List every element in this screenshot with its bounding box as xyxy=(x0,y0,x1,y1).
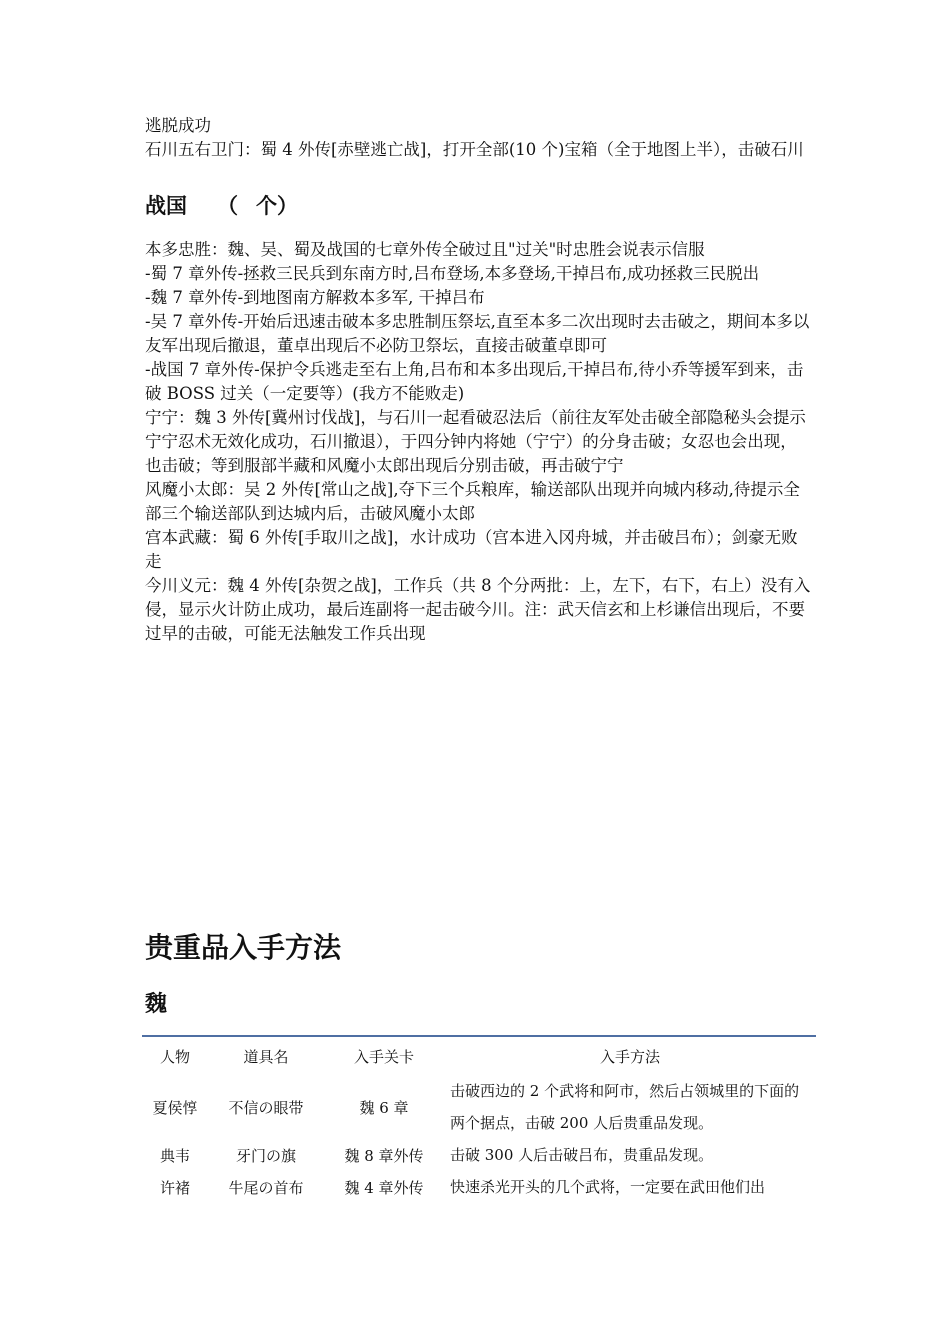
column-header: 入手方法 xyxy=(599,1047,660,1066)
paragraph: 今川义元：魏 4 外传[杂贺之战]，工作兵（共 8 个分两批：上，左下，右下，右上）没有入侵，显示火计防止成功，最后连副将一起击破今川。注：武天信玄和上杉谦信出现后，不要过早的击破，可能无法触发工作兵出现 xyxy=(145,576,811,643)
sengoku-text-block xyxy=(145,238,813,646)
cell-item: 牛尾の首布 xyxy=(228,1178,304,1197)
table-row xyxy=(142,1075,816,1139)
section-title-count: 个） xyxy=(256,193,298,218)
cell-item: 牙门の旗 xyxy=(235,1146,296,1165)
cell-method: 击破西边的 2 个武将和阿市，然后占领城里的下面的两个据点，击破 200 人后贵重品发现。 xyxy=(450,1082,800,1132)
items-table-wrapper xyxy=(142,1035,816,1203)
table-row xyxy=(142,1171,816,1203)
section-title-text: 战国 xyxy=(145,193,187,218)
text-line: 逃脱成功 xyxy=(145,116,211,135)
section-title-paren: （ xyxy=(217,193,238,218)
items-table xyxy=(142,1037,816,1203)
cell-character: 夏侯惇 xyxy=(152,1098,198,1117)
table-row xyxy=(142,1139,816,1171)
paragraph: -战国 7 章外传-保护令兵逃走至右上角,吕布和本多出现后,干掉吕布,待小乔等援军到来，击破 BOSS 过关（一定要等）(我方不能败走) xyxy=(145,360,804,403)
cell-stage: 魏 6 章 xyxy=(359,1098,409,1117)
section-title-sengoku xyxy=(145,192,298,220)
paragraph: 风魔小太郎：吴 2 外传[常山之战],夺下三个兵粮库，输送部队出现并向城内移动,待提示全部三个输送部队到达城内后，击破风魔小太郎 xyxy=(145,480,800,523)
page-heading: 贵重品入手方法 xyxy=(145,931,342,964)
column-header: 人物 xyxy=(159,1047,190,1066)
paragraph: 宫本武藏：蜀 6 外传[手取川之战]，水计成功（宫本进入冈舟城，并击破吕布）；剑豪无败走 xyxy=(145,528,798,571)
cell-item: 不信の眼带 xyxy=(228,1098,304,1117)
paragraph: 本多忠胜：魏、吴、蜀及战国的七章外传全破过且"过关"时忠胜会说表示信服 xyxy=(145,240,705,259)
cell-stage: 魏 4 章外传 xyxy=(344,1178,424,1197)
text-line: 石川五右卫门：蜀 4 外传[赤壁逃亡战]，打开全部(10 个)宝箱（全于地图上半），击破石川 xyxy=(145,140,804,159)
cell-character: 典韦 xyxy=(159,1146,190,1165)
intro-text-block xyxy=(145,114,813,162)
subheading-wei: 魏 xyxy=(145,991,168,1017)
cell-character: 许褚 xyxy=(159,1178,190,1197)
cell-method: 击破 300 人后击破吕布，贵重品发现。 xyxy=(450,1146,714,1164)
paragraph: 宁宁：魏 3 外传[冀州讨伐战]，与石川一起看破忍法后（前往友军处击破全部隐秘头会提示宁宁忍术无效化成功，石川撤退），于四分钟内将她（宁宁）的分身击破；女忍也会出现，也击破；等到服部半藏和风魔小太郎出现后分别击破，再击破宁宁 xyxy=(145,408,806,475)
column-header: 道具名 xyxy=(243,1047,289,1066)
paragraph: -吴 7 章外传-开始后迅速击破本多忠胜制压祭坛,直至本多二次出现时去击破之，期间本多以友军出现后撤退，董卓出现后不必防卫祭坛，直接击破董卓即可 xyxy=(145,312,810,355)
table-header-row xyxy=(142,1037,816,1075)
cell-method: 快速杀光开头的几个武将，一定要在武田他们出 xyxy=(450,1178,766,1196)
paragraph: -蜀 7 章外传-拯救三民兵到东南方时,吕布登场,本多登场,干掉吕布,成功拯救三民脱出 xyxy=(145,264,760,283)
paragraph: -魏 7 章外传-到地图南方解救本多军, 干掉吕布 xyxy=(145,288,485,307)
cell-stage: 魏 8 章外传 xyxy=(344,1146,424,1165)
column-header: 入手关卡 xyxy=(353,1047,414,1066)
